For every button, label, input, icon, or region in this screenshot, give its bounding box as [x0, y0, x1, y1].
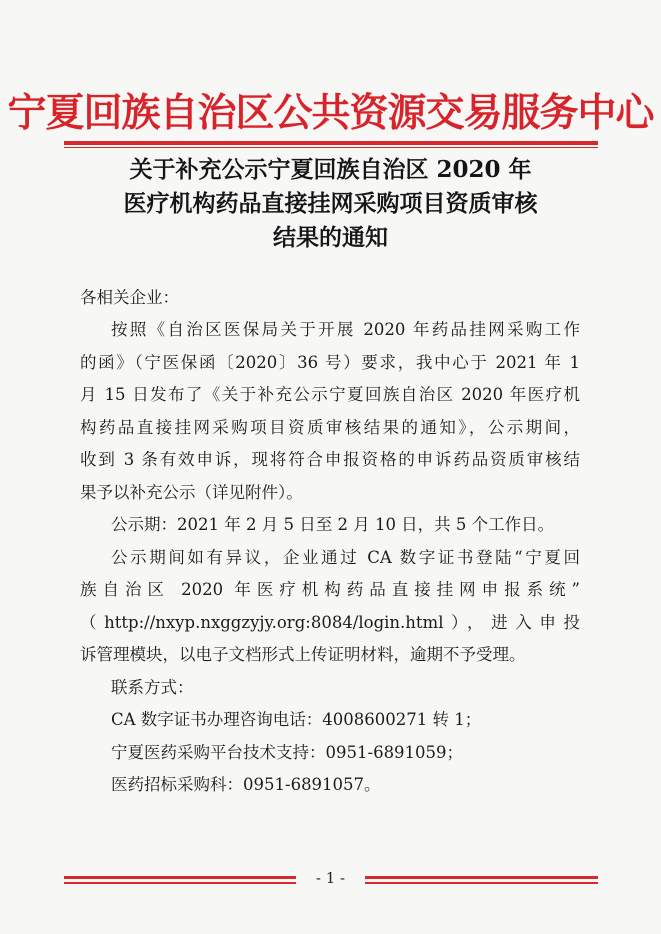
body-line: 诉管理模块，以电子文档形式上传证明材料，逾期不予受理。 [80, 645, 526, 664]
contact-line: 宁夏医药采购平台技术支持：0951-6891059； [111, 743, 464, 762]
contact-line: CA 数字证书办理咨询电话：4008600271 转 1； [111, 710, 482, 729]
page-number: - 1 - [296, 868, 365, 888]
document-title-line-2: 医疗机构药品直接挂网采购项目资质审核 [123, 190, 538, 217]
body-line: 收到 3 条有效申诉，现将符合申报资格的申诉药品资质审核结 [80, 450, 580, 469]
body-line: 的函》（宁医保函〔2020〕36 号）要求，我中心于 2021 年 1 [80, 353, 580, 372]
header-rule-thin [64, 147, 598, 148]
system-url-line: （http://nxyp.nxggzyjy.org:8084/login.html），进入申投 [80, 613, 580, 632]
body-line: 月 15 日发布了《关于补充公示宁夏回族自治区 2020 年医疗机 [80, 385, 580, 404]
contact-heading: 联系方式： [111, 678, 194, 697]
contact-line: 医药招标采购科：0951-6891057。 [111, 775, 381, 794]
salutation: 各相关企业： [80, 288, 179, 307]
header-rule-thick [64, 141, 598, 145]
organization-header: 宁夏回族自治区公共资源交易服务中心 [7, 90, 654, 136]
document-title-line-3: 结果的通知 [273, 224, 388, 251]
document-title-line-1: 关于补充公示宁夏回族自治区 2020 年 [129, 156, 532, 183]
body-line: 公示期间如有异议，企业通过 CA 数字证书登陆“宁夏回 [111, 548, 580, 567]
body-line: 果予以补充公示（详见附件）。 [80, 483, 303, 502]
publicity-period: 公示期：2021 年 2 月 5 日至 2 月 10 日，共 5 个工作日。 [111, 515, 555, 534]
body-line: 构药品直接挂网采购项目资质审核结果的通知》，公示期间， [80, 418, 580, 437]
body-line: 族自治区 2020 年医疗机构药品直接挂网申报系统” [80, 580, 580, 599]
body-line: 按照《自治区医保局关于开展 2020 年药品挂网采购工作 [111, 320, 580, 339]
